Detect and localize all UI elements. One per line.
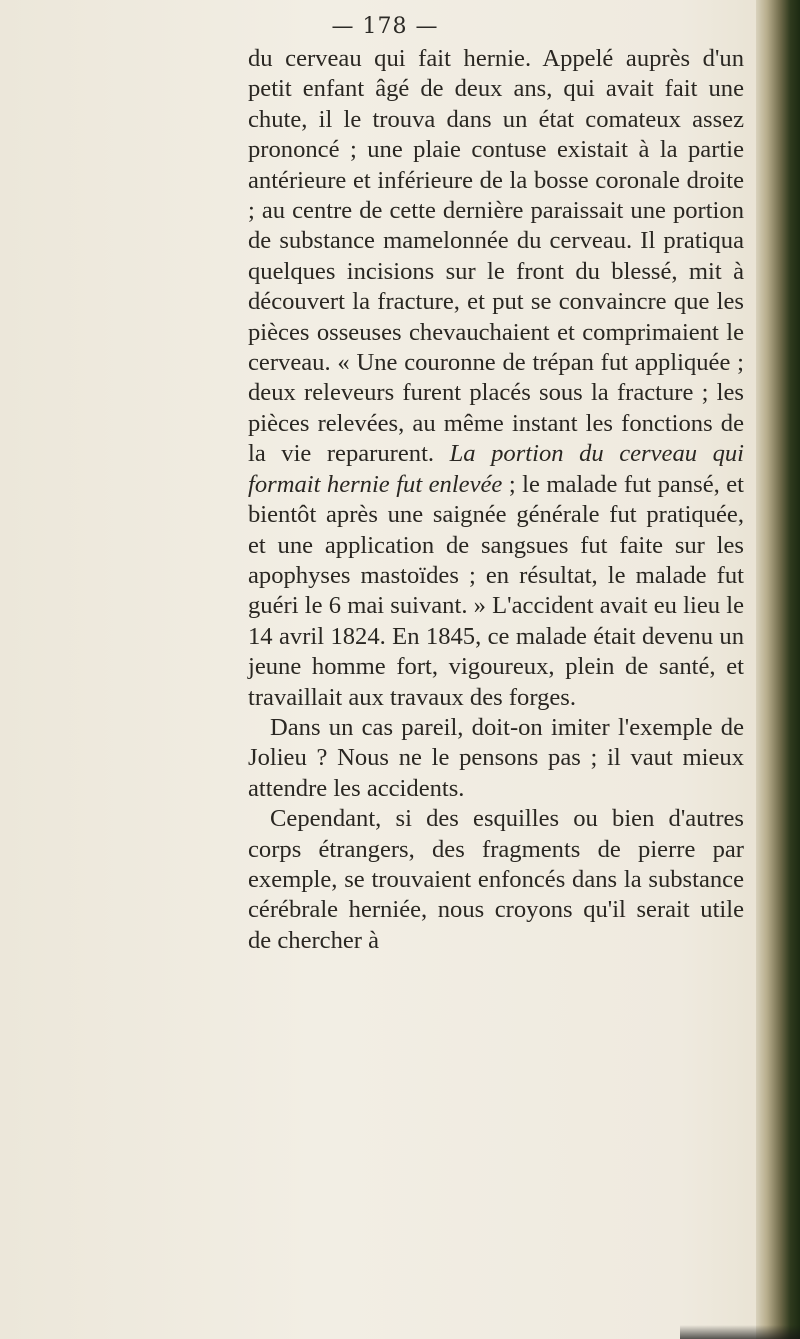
paragraph-1-italic-text: La portion du cerveau qui formait hernie fut enlevée bbox=[248, 440, 745, 498]
paragraph-1-text-a: du cerveau qui fait hernie. Appelé auprès d'un petit enfant âgé de deux ans, qui avait fait une chute, il le trouva dans un état comateux assez prononcé ; une plaie contuse existait à la partie antérieure et inférieure de la bosse coronale droite ; au centre de cette dernière paraissait une portion de substance mamelonnée du cerveau. Il pratiqua quelques incisions sur le front du blessé, mit à découvert la fracture, et put se convaincre que les pièces osseuses chevauchaient et comprimaient le cerveau. « Une couronne de trépan fut appliquée ; deux releveurs furent placés sous la fracture ; les pièces relevées, au même instant les fonctions de la vie reparurent. bbox=[248, 45, 744, 468]
page-corner-shadow bbox=[680, 1325, 800, 1339]
paragraph-1 bbox=[248, 44, 744, 713]
paragraph-3-text: Cependant, si des esquilles ou bien d'autres corps étrangers, des fragments de pierre par exemple, se trouvaient enfoncés dans la substance cérébrale herniée, nous croyons qu'il serait utile de chercher à bbox=[248, 805, 744, 954]
paragraph-1-text-b: ; le malade fut pansé, et bientôt après une saignée générale fut pratiquée, et une application de sangsues fut faite sur les apophyses mastoïdes ; en résultat, le malade fut guéri le 6 mai suivant. » L'accident avait eu lieu le 14 avril 1824. En 1845, ce malade était devenu un jeune homme fort, vigoureux, plein de santé, et travaillait aux travaux des forges. bbox=[248, 470, 745, 711]
page-edge-shadow bbox=[756, 0, 800, 1339]
paragraph-2-text: Dans un cas pareil, doit-on imiter l'exemple de Jolieu ? Nous ne le pensons pas ; il vaut mieux attendre les accidents. bbox=[248, 713, 744, 802]
body-text bbox=[248, 44, 744, 956]
paragraph-2 bbox=[248, 713, 744, 804]
page-number: — 178 — bbox=[331, 14, 439, 39]
paragraph-3 bbox=[248, 804, 744, 956]
